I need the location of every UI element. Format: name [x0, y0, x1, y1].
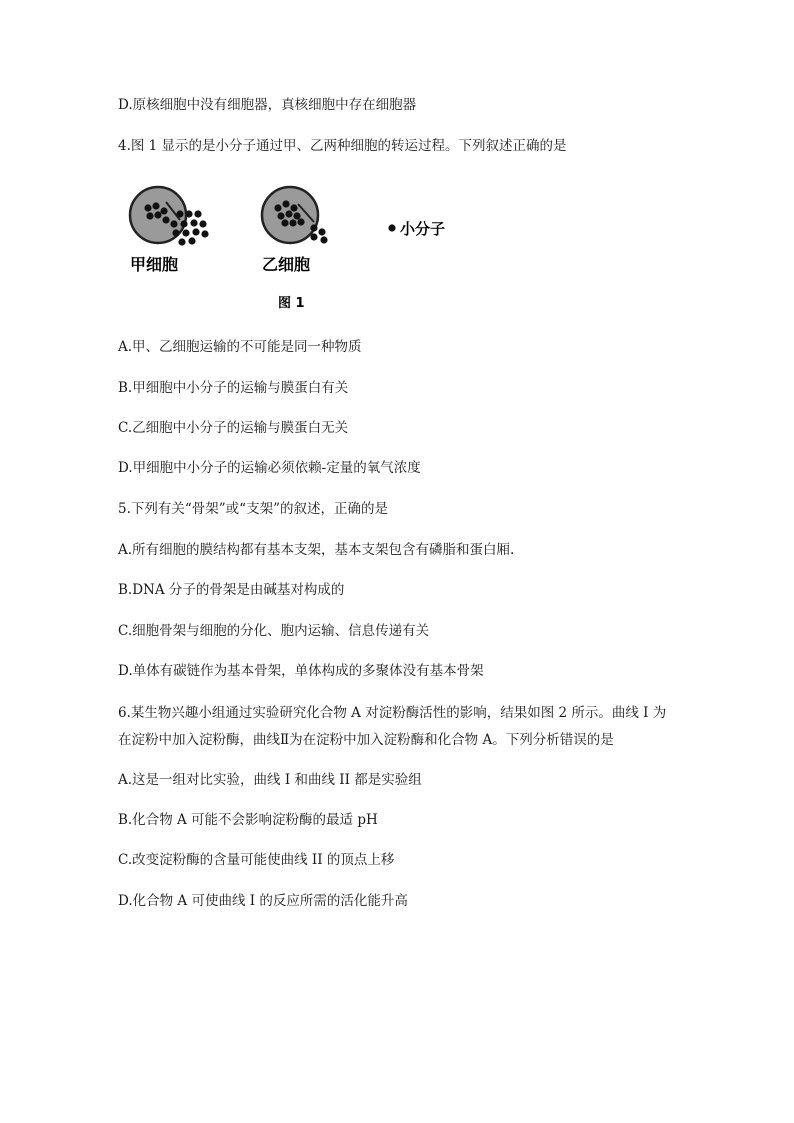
q6-option-b: B.化合物 A 可能不会影响淀粉酶的最适 pH	[118, 812, 378, 828]
q5-option-a: A.所有细胞的膜结构都有基本支架，基本支架包含有磷脂和蛋白厢.	[118, 542, 515, 558]
q5-stem: 5.下列有关“骨架”或“支架”的叙述，正确的是	[118, 501, 388, 517]
figure-1-caption: 图 1	[278, 296, 305, 311]
q4-option-c: C.乙细胞中小分子的运输与膜蛋白无关	[118, 420, 349, 436]
q4-option-b: B.甲细胞中小分子的运输与膜蛋白有关	[118, 380, 349, 396]
q4-option-a: A.甲、乙细胞运输的不可能是同一种物质	[118, 339, 362, 355]
q6-option-c: C.改变淀粉酶的含量可能使曲线 II 的顶点上移	[118, 852, 395, 868]
q6-option-d: D.化合物 A 可使曲线 I 的反应所需的活化能升高	[118, 893, 408, 909]
q5-option-b: B.DNA 分子的骨架是由碱基对构成的	[118, 582, 345, 598]
q6-stem-line-1: 6.某生物兴趣小组通过实验研究化合物 A 对淀粉酶活性的影响，结果如图 2 所示。曲线 I 为	[118, 705, 667, 721]
figure-1	[118, 170, 478, 315]
cell-yi-label: 乙细胞	[262, 255, 311, 274]
q6-stem-line-2: 在淀粉中加入淀粉酶，曲线Ⅱ为在淀粉中加入淀粉酶和化合物 A。下列分析错误的是	[118, 732, 614, 748]
cell-yi	[262, 187, 328, 244]
figure-1-diagram	[118, 170, 478, 315]
legend-molecule-icon	[388, 224, 395, 231]
q6-option-a: A.这是一组对比实验，曲线 I 和曲线 II 都是实验组	[118, 772, 422, 788]
cell-jia-label: 甲细胞	[130, 255, 179, 274]
q4-stem: 4.图 1 显示的是小分子通过甲、乙两种细胞的转运过程。下列叙述正确的是	[118, 138, 567, 154]
cell-yi-molecules-outside	[310, 224, 327, 243]
cell-jia	[130, 187, 209, 246]
q5-option-c: C.细胞骨架与细胞的分化、胞内运输、信息传递有关	[118, 623, 430, 639]
legend-label: 小分子	[400, 220, 446, 238]
q5-option-d: D.单体有碳链作为基本骨架，单体构成的多聚体没有基本骨架	[118, 663, 484, 679]
q4-option-d: D.甲细胞中小分子的运输必须依赖-定量的氧气浓度	[118, 460, 421, 476]
q3-option-d: D.原核细胞中没有细胞器，真核细胞中存在细胞器	[118, 97, 417, 113]
